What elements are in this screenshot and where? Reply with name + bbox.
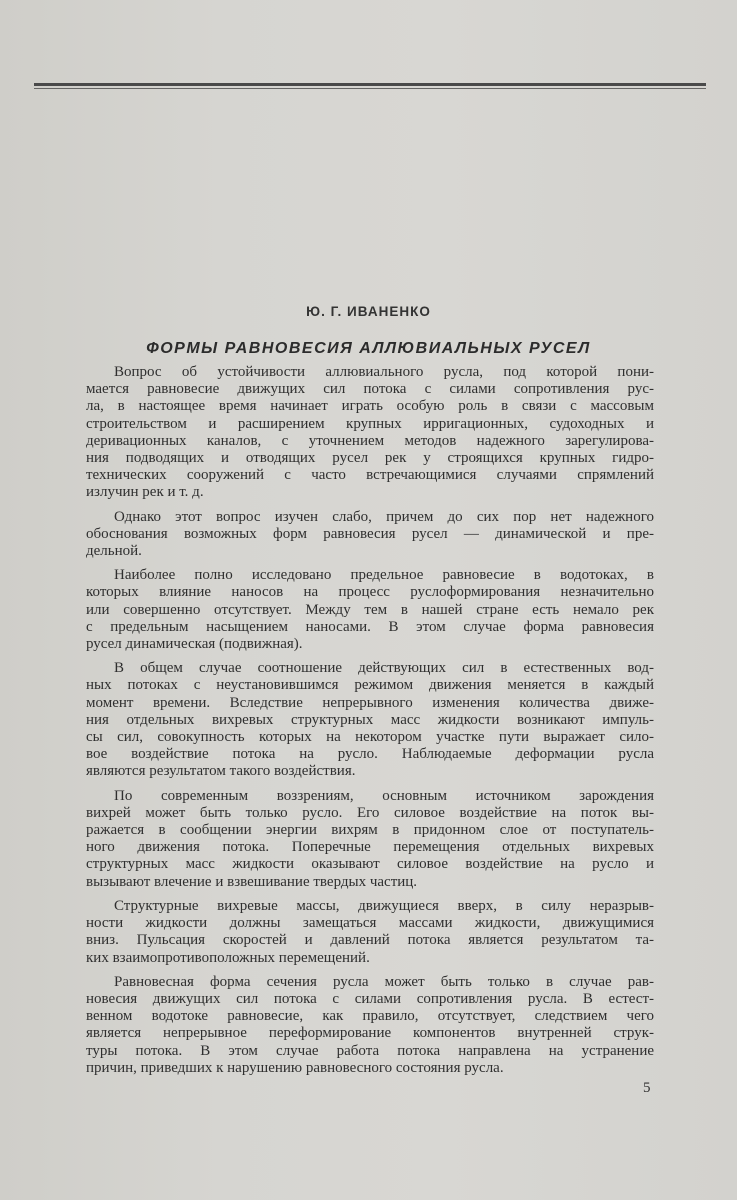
text-line: причин, приведших к нарушению равновесного состояния русла.: [86, 1059, 504, 1076]
paragraph: [86, 364, 654, 502]
text-line: Структурные вихревые массы, движущиеся вверх, в силу неразрыв-: [114, 897, 654, 914]
paragraph: [86, 898, 654, 967]
paragraph: [86, 509, 654, 561]
text-line: дельной.: [86, 543, 142, 560]
text-line: ного движения потока. Поперечные перемещения отдельных вихревых: [86, 839, 654, 856]
text-line: являются результатом такого воздействия.: [86, 763, 356, 780]
text-line: ния подводящих и отводящих русел рек у строящихся крупных гидро-: [86, 450, 654, 467]
text-line: По современным воззрениям, основным источником зарождения: [114, 787, 654, 804]
author-name: Ю. Г. ИВАНЕНКО: [306, 304, 431, 319]
text-line: или совершенно отсутствует. Между тем в нашей стране есть немало рек: [86, 601, 654, 618]
text-line: которых влияние наносов на процесс руслоформирования незначительно: [86, 584, 654, 601]
paragraph: [86, 660, 654, 780]
paragraph: [86, 567, 654, 653]
article-body: [86, 364, 654, 1084]
text-line: русел динамическая (подвижная).: [86, 636, 303, 653]
text-line: с предельным насыщением наносами. В этом случае форма равновесия: [86, 618, 654, 635]
text-line: структурных масс жидкости оказывают силовое воздействие на русло и: [86, 856, 654, 873]
text-line: излучин рек и т. д.: [86, 484, 204, 501]
article-title: ФОРМЫ РАВНОВЕСИЯ АЛЛЮВИАЛЬНЫХ РУСЕЛ: [146, 340, 591, 357]
text-line: вое воздействие потока на русло. Наблюдаемые деформации русла: [86, 746, 654, 763]
text-line: вниз. Пульсация скоростей и давлений потока является результатом та-: [86, 932, 654, 949]
header-rule-thin: [34, 88, 706, 89]
text-line: является непрерывное переформирование компонентов внутренней струк-: [86, 1025, 654, 1042]
text-line: туры потока. В этом случае работа потока направлена на устранение: [86, 1042, 654, 1059]
text-line: строительством и расширением крупных ирригационных, судоходных и: [86, 415, 654, 432]
paragraph: [86, 788, 654, 891]
text-line: ности жидкости должны замещаться массами жидкости, движущимися: [86, 915, 654, 932]
text-line: венном водотоке равновесие, как правило, отсутствует, следствием чего: [86, 1008, 654, 1025]
text-line: Однако этот вопрос изучен слабо, причем до сих пор нет надежного: [114, 508, 654, 525]
text-line: вихрей может быть только русло. Его силовое воздействие на поток вы-: [86, 804, 654, 821]
text-line: ных потоках с неустановившимся режимом движения меняется в каждый: [86, 677, 654, 694]
text-line: момент времени. Вследствие непрерывного изменения количества движе-: [86, 694, 654, 711]
text-line: Равновесная форма сечения русла может быть только в случае рав-: [114, 973, 654, 990]
text-line: Наиболее полно исследовано предельное равновесие в водотоках, в: [114, 567, 654, 584]
text-line: сы сил, совокупность которых на некотором участке пути выражает сило-: [86, 729, 654, 746]
paragraph: [86, 974, 654, 1077]
text-line: В общем случае соотношение действующих сил в естественных вод-: [114, 660, 654, 677]
text-line: вызывают влечение и взвешивание твердых частиц.: [86, 873, 418, 890]
text-line: технических сооружений с часто встречающимися случаями спрямлений: [86, 467, 654, 484]
text-line: мается равновесие движущих сил потока с силами сопротивления рус-: [86, 381, 654, 398]
text-line: ражается в сообщении энергии вихрям в придонном слое от поступатель-: [86, 822, 654, 839]
text-line: Вопрос об устойчивости аллювиального русла, под которой пони-: [114, 364, 654, 380]
text-line: ких взаимопротивоположных перемещений.: [86, 949, 370, 966]
text-line: ния отдельных вихревых структурных масс жидкости возникают импуль-: [86, 711, 654, 728]
text-line: деривационных каналов, с уточнением методов надежного зарегулирова-: [86, 432, 654, 449]
text-line: новесия движущих сил потока с силами сопротивления русла. В естест-: [86, 990, 654, 1007]
text-line: ла, в настоящее время начинает играть особую роль в связи с массовым: [86, 398, 654, 415]
header-rule: [34, 83, 706, 86]
page-number: 5: [643, 1080, 651, 1096]
text-line: обоснования возможных форм равновесия русел — динамической и пре-: [86, 525, 654, 542]
